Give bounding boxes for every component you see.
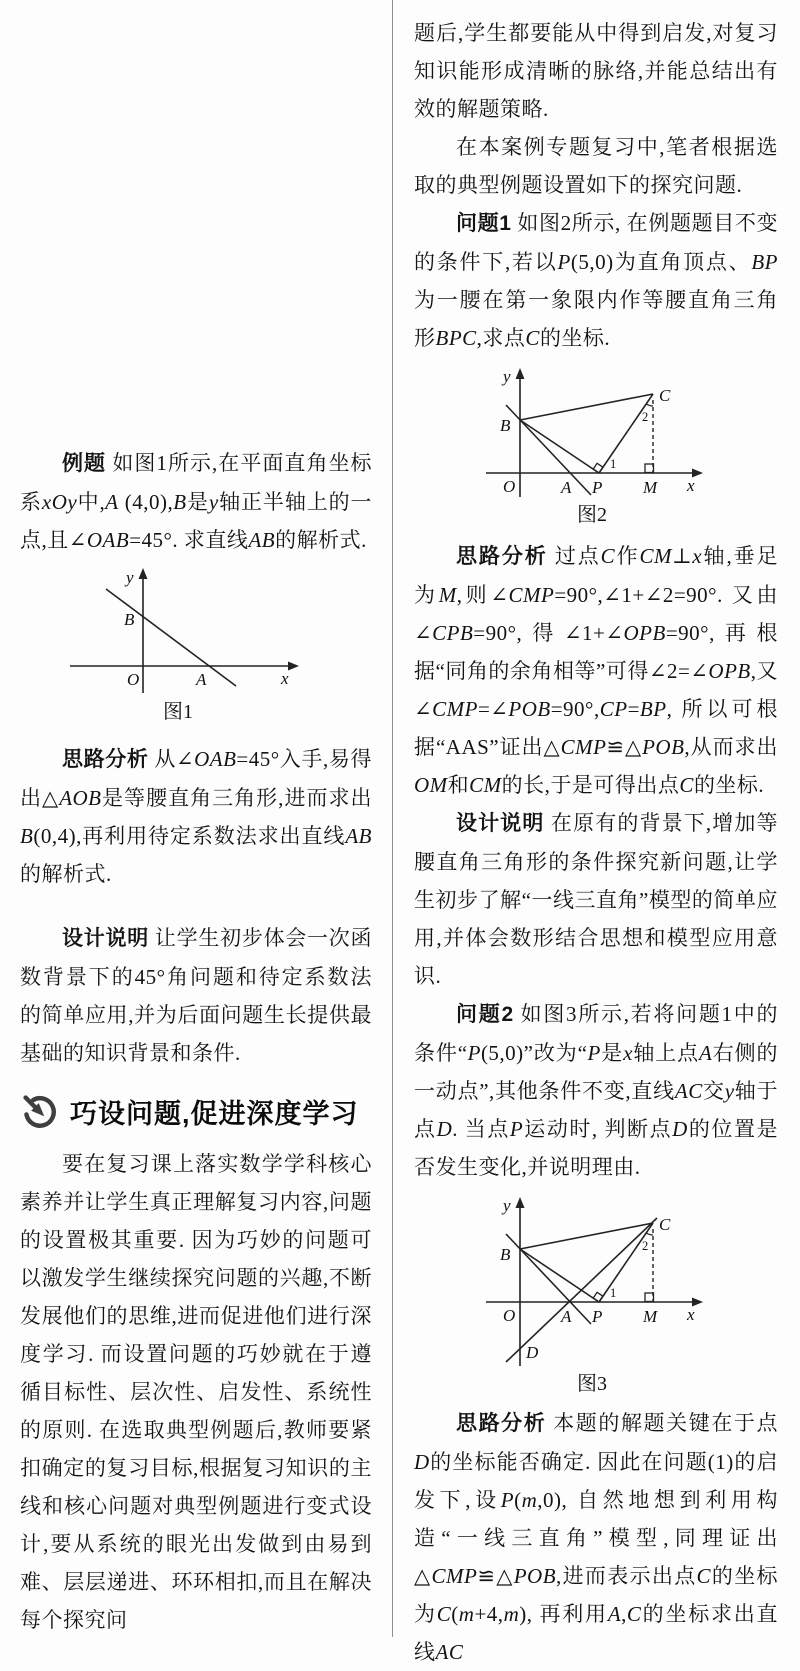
bold-label: 问题1 (456, 212, 512, 235)
label-C: C (659, 386, 671, 405)
body-text: 如图1所示,在平面直角坐标系 (20, 451, 373, 514)
label-angle-1: 1 (610, 1286, 617, 1300)
body-text: 本题的解题关键在于点 (546, 1411, 779, 1435)
body-text: 交 (702, 1079, 725, 1103)
body-text: 的坐标. (693, 773, 765, 797)
math-text: POB (513, 1564, 557, 1588)
segment-PC (599, 1223, 653, 1302)
body-text: 作 (615, 544, 640, 568)
column-divider (392, 0, 393, 1637)
paragraph-section-body (20, 1145, 372, 1639)
math-text: CMP (560, 735, 607, 759)
line-BA-extended (506, 405, 591, 495)
body-text: , 所以可根据“AAS”证出△ (414, 697, 778, 759)
body-text: 的位置是否发生变化,并说明理由. (414, 1117, 779, 1179)
body-text: 运动时, 判断点 (523, 1117, 673, 1141)
math-text: POB (508, 697, 551, 721)
body-text: 轴,垂足为 (414, 544, 779, 607)
body-text: 轴于点 (414, 1079, 779, 1141)
figure-1-diagram (38, 563, 318, 698)
math-text: POB (642, 735, 685, 759)
math-text: x (692, 544, 703, 568)
body-text: 轴正半轴上的一点,且∠ (20, 490, 373, 552)
body-text: (5,0)”改为“ (480, 1041, 588, 1065)
body-text: 从∠ (148, 747, 195, 771)
math-text: y (724, 1079, 735, 1103)
label-A: A (561, 1307, 572, 1326)
body-text: . 当点 (452, 1117, 510, 1141)
body-text: (4,0), (118, 490, 174, 514)
body-text: (0,4),再利用待定系数法求出直线 (33, 824, 346, 848)
body-text: , (621, 1602, 627, 1626)
math-text: P (587, 1041, 601, 1065)
line-AB (106, 589, 236, 686)
body-text: ,从而求出 (684, 735, 779, 759)
math-text: m (521, 1488, 538, 1512)
paragraph-example (20, 444, 372, 559)
y-axis-arrow (516, 368, 525, 379)
body-text: 和 (447, 773, 470, 797)
math-text: A (105, 490, 119, 514)
body-text: ( (514, 1488, 522, 1512)
math-text: P (557, 250, 571, 274)
body-text: 的长,于是可得出点 (501, 773, 680, 797)
right-angle-mark-M (645, 464, 654, 473)
paragraph-analysis-problem-2 (414, 1404, 778, 1671)
body-text: ,则∠ (456, 583, 509, 607)
body-text: 要在复习课上落实数学学科核心素养并让学生真正理解复习内容,问题的设置极其重要. 因为巧妙的问题可以激发学生继续探究问题的兴趣,不断发展他们的思维,进而促进他们进行深度学习. 而设置问题的巧妙就在于遵循目标性、层次性、启发性、系统性的原则. 在选取典型例题后,教师要紧扣确定的复习目标,根据复习知识的主线和核心问题对典型例题进行变式设计,要从系统的眼光出发做到由易到难、层层递进、环环相扣,而且在解决每个探究问 (20, 1152, 372, 1632)
body-text: ≌△ (477, 1564, 514, 1588)
body-text: 在本案例专题复习中,笔者根据选取的典型例题设置如下的探究问题. (414, 135, 778, 197)
y-axis-arrow (139, 568, 148, 579)
math-text: A (699, 1041, 713, 1065)
body-text: 是 (600, 1041, 624, 1065)
body-text: 的解析式. (20, 862, 112, 886)
body-text: 题后,学生都要能从中得到启发,对复习知识能形成清晰的脉络,并能总结出有效的解题策略. (414, 21, 778, 121)
body-text: =90°,得∠1+∠ (473, 621, 624, 645)
math-text: C (525, 326, 540, 350)
body-text: ,进而表示出点 (556, 1564, 697, 1588)
body-text: 过点 (547, 544, 601, 568)
line-BA-extended (506, 1234, 591, 1324)
bold-label: 思路分析 (62, 748, 149, 771)
body-text: 让学生初步体会一次函数背景下的45°角问题和待定系数法的简单应用,并为后面问题生长提供最基础的知识背景和条件. (20, 926, 373, 1065)
body-text: (5,0)为直角顶点、 (570, 250, 752, 274)
body-text: ,求点 (476, 326, 526, 350)
body-text: 是 (186, 490, 209, 514)
body-text: 轴上点 (632, 1041, 699, 1065)
body-text: 是等腰直角三角形,进而求出 (101, 786, 372, 810)
math-text: BPC (435, 326, 477, 350)
math-text: OAB (86, 528, 130, 552)
label-x: x (687, 476, 695, 495)
circular-arrow-icon (22, 1094, 58, 1130)
label-O: O (503, 477, 516, 496)
figure-3-caption: 图3 (577, 1373, 607, 1395)
math-text: C (600, 544, 616, 568)
figure-1-caption: 图1 (163, 701, 193, 723)
math-text: CMP (508, 583, 555, 607)
math-text: D (414, 1450, 430, 1474)
body-text: 的坐标. (539, 326, 611, 350)
paragraph-problem-1 (414, 204, 778, 357)
segment-BC (520, 1223, 653, 1249)
math-text: AC (435, 1640, 464, 1664)
body-text: =90°,再根据“同角的余角相等”可得∠2=∠ (414, 621, 778, 683)
bold-label: 设计说明 (456, 812, 545, 835)
paragraph-intro-problems (414, 128, 778, 204)
y-axis-arrow (516, 1197, 525, 1208)
body-text: 的坐标能否确定. 因此在问题(1)的启发下,设 (414, 1450, 778, 1512)
bold-label: 设计说明 (62, 927, 149, 950)
paragraph-continuation (414, 14, 778, 128)
math-text: BP (639, 697, 667, 721)
bold-label: 思路分析 (456, 1412, 547, 1435)
line-CAD (506, 1218, 657, 1362)
segment-BP (520, 1249, 599, 1302)
math-text: B (20, 824, 34, 848)
figure-2 (442, 361, 742, 529)
math-text: A (607, 1602, 622, 1626)
body-text: 在原有的背景下,增加等腰直角三角形的条件探究新问题,让学生初步了解“一线三直角”模型的简单应用,并体会数形结合思想和模型应用意识. (414, 811, 779, 988)
segment-BP (520, 420, 599, 473)
figure-2-caption: 图2 (577, 504, 607, 526)
paragraph-analysis-example (20, 740, 372, 893)
label-C: C (659, 1215, 671, 1234)
segment-BC (520, 394, 653, 420)
paragraph-problem-2 (414, 995, 778, 1186)
math-text: OAB (194, 747, 237, 771)
label-B: B (500, 1245, 511, 1264)
math-text: CM (639, 544, 673, 568)
math-text: P (500, 1488, 515, 1512)
math-text: B (173, 490, 187, 514)
right-column (414, 0, 778, 1671)
body-text: 的坐标求出直线 (414, 1602, 779, 1664)
body-text: =90°,∠1+∠2=90°. 又由∠ (414, 583, 778, 645)
math-text: AC (674, 1079, 703, 1103)
section-title: 巧设问题,促进深度学习 (70, 1099, 359, 1129)
body-text: ≌△ (606, 735, 643, 759)
math-text: C (696, 1564, 712, 1588)
body-text: ( (451, 1602, 459, 1626)
figure-2-diagram (442, 361, 742, 501)
body-text: 右侧的一动点”,其他条件不变,直线 (414, 1041, 778, 1103)
math-text: C (626, 1602, 642, 1626)
body-text: 中, (77, 490, 106, 514)
body-text: 为一腰在第一象限内作等腰直角三角形 (414, 288, 778, 350)
body-text: +4, (474, 1602, 504, 1626)
math-text: BP (751, 250, 778, 274)
math-text: CPB (432, 621, 474, 645)
figure-1 (38, 563, 318, 726)
math-text: y (208, 490, 219, 514)
label-angle-2: 2 (642, 410, 649, 424)
label-x: x (281, 669, 289, 688)
body-text: 的解析式. (275, 528, 367, 552)
label-D: D (526, 1343, 539, 1362)
body-text: ), 再利用 (519, 1602, 608, 1626)
paragraph-design-note-example (20, 919, 372, 1072)
label-O: O (503, 1306, 516, 1325)
label-A: A (196, 670, 207, 689)
label-x: x (687, 1305, 695, 1324)
math-text: C (436, 1602, 452, 1626)
math-text: AOB (59, 786, 102, 810)
body-text: = (627, 697, 640, 721)
body-text: 的坐标为 (414, 1564, 779, 1626)
math-text: C (679, 773, 694, 797)
label-B: B (500, 416, 511, 435)
label-P: P (592, 1307, 603, 1326)
body-text: ,又∠ (414, 659, 779, 721)
body-text: 如图2所示, 在例题题目不变的条件下,若以 (414, 211, 779, 274)
angle-arc-C (646, 404, 653, 406)
math-text: OPB (708, 659, 751, 683)
figure-3-diagram (442, 1190, 742, 1370)
math-text: m (503, 1602, 520, 1626)
label-M: M (643, 478, 658, 497)
math-text: CM (469, 773, 502, 797)
label-y: y (503, 1196, 511, 1215)
left-column (20, 0, 372, 1639)
paragraph-analysis-problem-1 (414, 537, 778, 804)
body-text: =90°, (550, 697, 600, 721)
math-text: CP (599, 697, 628, 721)
segment-PC (599, 394, 653, 473)
bold-label: 问题2 (456, 1003, 514, 1026)
math-text: P (467, 1041, 481, 1065)
x-axis-arrow (288, 662, 299, 671)
angle-arc-C (646, 1233, 653, 1235)
label-M: M (643, 1307, 658, 1326)
label-y: y (126, 568, 134, 587)
figure-3 (442, 1190, 742, 1398)
math-text: D (436, 1117, 453, 1141)
label-O: O (127, 670, 140, 689)
label-P: P (592, 478, 603, 497)
body-text: ⊥ (672, 544, 693, 568)
label-angle-1: 1 (610, 457, 617, 471)
body-text: =45°入手,易得出△ (20, 747, 372, 810)
math-text: m (458, 1602, 475, 1626)
bold-label: 思路分析 (456, 545, 548, 568)
math-text: OPB (623, 621, 666, 645)
math-text: CMP (431, 1564, 478, 1588)
math-text: AB (345, 824, 372, 848)
label-A: A (561, 478, 572, 497)
bold-label: 例题 (62, 452, 107, 475)
body-text: 如图3所示,若将问题1中的条件“ (414, 1002, 778, 1065)
math-text: x (623, 1041, 633, 1065)
label-B: B (124, 610, 135, 629)
math-text: M (438, 583, 457, 607)
math-text: P (509, 1117, 524, 1141)
body-text: =45°. 求直线 (129, 528, 249, 552)
label-y: y (503, 367, 511, 386)
paragraph-design-note-problem-1 (414, 804, 778, 995)
math-text: AB (248, 528, 276, 552)
body-text: ,0), 自然地想到利用构造“一线三直角”模型,同理证出△ (414, 1488, 778, 1588)
section-header (22, 1092, 372, 1131)
math-text: CMP (432, 697, 478, 721)
label-angle-2: 2 (642, 1239, 649, 1253)
math-text: D (672, 1117, 688, 1141)
body-text: =∠ (477, 697, 509, 721)
math-text: OM (414, 773, 448, 797)
right-angle-mark-M (645, 1293, 654, 1302)
math-text: xOy (41, 490, 78, 514)
